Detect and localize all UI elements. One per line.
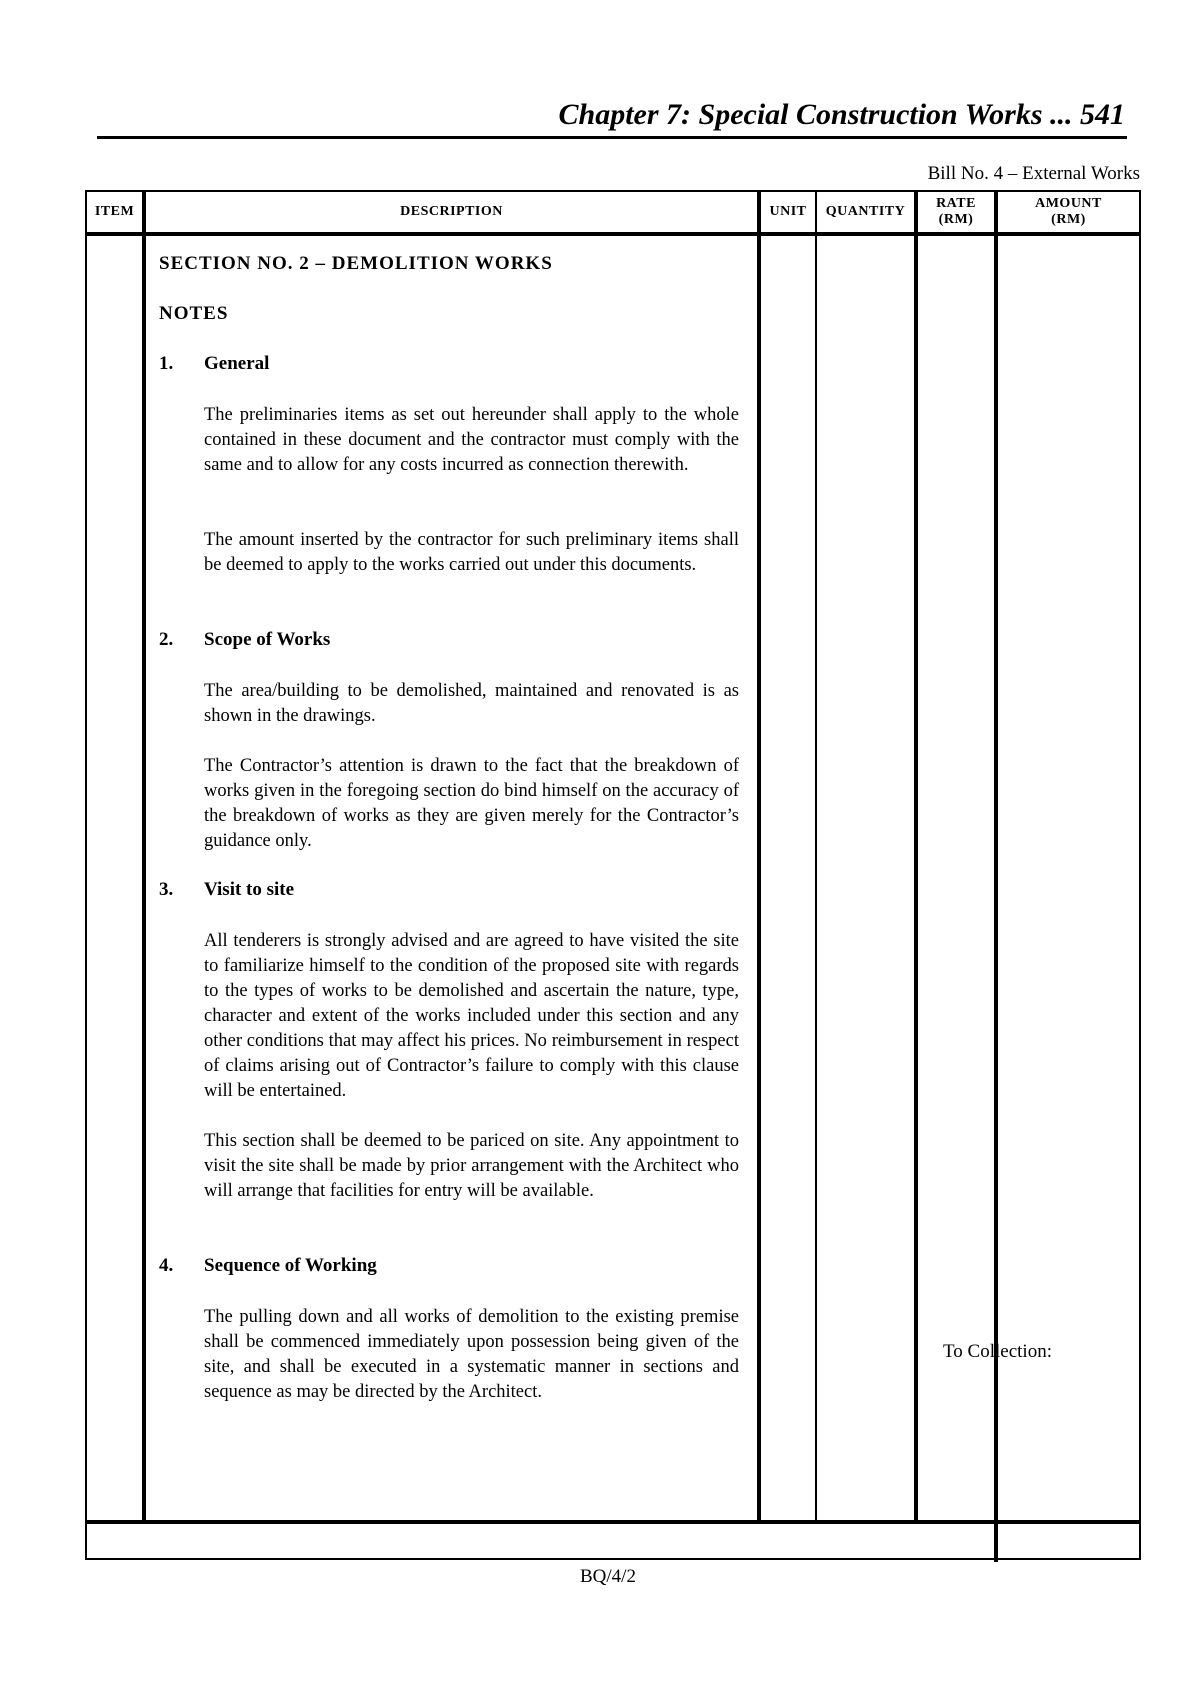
divider-unit <box>815 192 817 1522</box>
divider-quantity-double <box>916 192 918 1522</box>
divider-description-double <box>759 192 761 1522</box>
note-paragraph: The amount inserted by the contractor for such preliminary items shall be deemed to apply to the works carried out under this documents. <box>204 530 739 575</box>
column-header-description: DESCRIPTION <box>400 203 503 219</box>
to-collection-label: To Collection: <box>943 1341 1052 1362</box>
note-title: Scope of Works <box>204 629 331 650</box>
note-title: General <box>204 353 270 374</box>
header-rule <box>97 136 1127 139</box>
note-number: 2. <box>159 629 174 650</box>
note-paragraph: The Contractor’s attention is drawn to the fact that the breakdown of works given in the foregoing section do bind himself on the accuracy of the breakdown of works as they are given merely for the Contractor’s guidance only. <box>204 756 739 851</box>
notes-title: NOTES <box>159 303 229 324</box>
note-number: 4. <box>159 1255 174 1276</box>
note-heading-general <box>159 353 269 375</box>
note-paragraph: The area/building to be demolished, maintained and renovated is as shown in the drawings. <box>204 681 739 726</box>
column-header-quantity: QUANTITY <box>825 203 906 219</box>
note-paragraph: The pulling down and all works of demolition to the existing premise shall be commenced immediately upon possession being given of the site, and shall be executed in a systematic manner in sections and sequence as may be directed by the Architect. <box>204 1307 739 1402</box>
column-header-item: ITEM <box>94 203 135 219</box>
divider-item-double <box>144 192 146 1522</box>
note-heading-visit-to-site <box>159 879 294 901</box>
note-paragraph: The preliminaries items as set out hereunder shall apply to the whole contained in these document and the contractor must comply with the same and to allow for any costs incurred as connection therewith. <box>204 405 739 475</box>
note-title: Sequence of Working <box>204 1255 377 1276</box>
section-title: SECTION NO. 2 – DEMOLITION WORKS <box>159 253 553 274</box>
header-row-rule-double <box>87 234 1139 236</box>
amount-unit: (RM) <box>1051 212 1086 227</box>
rate-unit: (RM) <box>938 212 974 227</box>
note-paragraph: All tenderers is strongly advised and are agreed to have visited the site to familiarize himself to the condition of the proposed site with regards to the types of works to be demolished and ascertain the nature, type, character and extent of the works included under this section and any other conditions that may affect his prices. No reimbursement in respect of claims arising out of Contractor’s failure to comply with this clause will be entertained. <box>204 931 739 1101</box>
note-title: Visit to site <box>204 879 295 900</box>
note-heading-scope-of-works <box>159 629 330 651</box>
note-heading-sequence-of-working <box>159 1255 377 1277</box>
rate-label: RATE <box>936 195 976 211</box>
note-number: 1. <box>159 353 174 374</box>
amount-label: AMOUNT <box>1035 195 1102 211</box>
column-header-unit: UNIT <box>769 203 807 219</box>
page-reference: BQ/4/2 <box>580 1566 636 1587</box>
bill-label: Bill No. 4 – External Works <box>927 163 1140 184</box>
note-number: 3. <box>159 879 174 900</box>
column-header-amount <box>998 192 1139 232</box>
note-paragraph: This section shall be deemed to be pariced on site. Any appointment to visit the site shall be made by prior arrangement with the Architect who will arrange that facilities for entry will be available. <box>204 1131 739 1201</box>
chapter-title: Chapter 7: Special Construction Works ... 541 <box>558 98 1125 131</box>
body-bottom-rule-double <box>87 1522 1139 1524</box>
column-header-rate <box>918 192 994 232</box>
